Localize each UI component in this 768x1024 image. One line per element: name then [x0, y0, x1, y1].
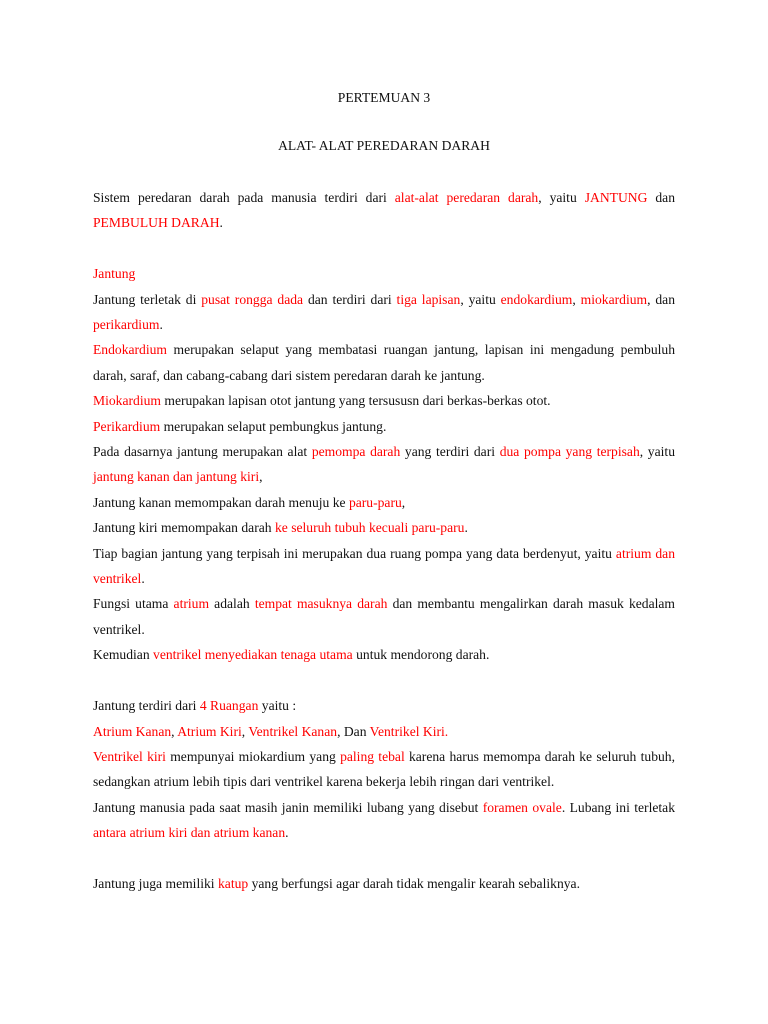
paragraph — [93, 642, 675, 667]
paragraph — [93, 185, 675, 236]
highlighted-term: miokardium — [580, 291, 648, 307]
text-run: . Lubang ini terletak — [561, 799, 676, 815]
paragraph — [93, 414, 675, 439]
highlighted-term: paru-paru — [348, 494, 402, 510]
highlighted-term: Ventrikel Kiri. — [369, 723, 449, 739]
document-title: ALAT- ALAT PEREDARAN DARAH — [278, 138, 490, 153]
paragraph — [93, 388, 675, 413]
highlighted-term: Ventrikel Kanan — [248, 723, 338, 739]
text-run: Tiap bagian jantung yang terpisah ini merupakan dua ruang pompa yang data berdenyut, yaitu — [93, 545, 616, 561]
paragraph — [93, 541, 675, 592]
text-run: , yaitu — [639, 444, 675, 460]
highlighted-term: Atrium Kanan — [93, 723, 172, 739]
highlighted-term: atrium dan ventrikel — [93, 545, 675, 587]
highlighted-term: pemompa darah — [311, 444, 401, 460]
text-run: Kemudian — [93, 647, 154, 663]
text-run: untuk mendorong darah. — [352, 647, 490, 663]
paragraph — [93, 287, 675, 338]
text-run: , — [241, 723, 249, 739]
highlighted-term: paling tebal — [340, 748, 405, 764]
paragraph — [93, 719, 675, 744]
text-run: . — [141, 571, 145, 587]
highlighted-term: Jantung — [93, 266, 136, 282]
highlighted-term: 4 Ruangan — [199, 698, 259, 714]
highlighted-term: dua pompa yang terpisah — [499, 444, 640, 460]
text-run: Jantung juga memiliki — [93, 875, 218, 891]
highlighted-term: ventrikel menyediakan tenaga utama — [153, 647, 353, 663]
text-run: yaitu : — [258, 698, 297, 714]
highlighted-term: foramen ovale — [482, 799, 562, 815]
text-run: yang berfungsi agar darah tidak mengalir kearah sebaliknya. — [248, 875, 580, 891]
highlighted-term: Ventrikel kiri — [93, 748, 166, 764]
text-run: , — [259, 469, 263, 485]
text-run: , — [572, 291, 581, 307]
highlighted-term: Atrium Kiri — [177, 723, 242, 739]
highlighted-term: endokardium — [500, 291, 573, 307]
paragraph — [93, 261, 675, 286]
text-run: . — [159, 317, 163, 333]
text-run: Sistem peredaran darah pada manusia terdiri dari — [93, 190, 395, 205]
text-run: karena harus memompa darah ke seluruh tubuh, sedangkan atrium lebih tipis dari ventrikel karena bekerja lebih ringan dari ventrikel. — [93, 748, 675, 790]
text-run: Pada dasarnya jantung merupakan alat — [93, 444, 312, 460]
paragraph — [93, 490, 675, 515]
text-run: , yaitu — [538, 190, 585, 205]
text-run: Jantung manusia pada saat masih janin memiliki lubang yang disebut — [93, 799, 483, 815]
text-run: , — [401, 494, 406, 510]
paragraph — [93, 693, 675, 718]
text-run: Fungsi utama — [93, 596, 174, 612]
text-run: dan membantu mengalirkan darah masuk kedalam ventrikel. — [93, 596, 675, 637]
paragraph-spacer — [93, 668, 675, 693]
text-run: Jantung terdiri dari — [93, 698, 200, 714]
text-run: , dan — [647, 291, 676, 307]
paragraph — [93, 871, 675, 896]
highlighted-term: antara atrium kiri dan atrium kanan — [93, 825, 286, 841]
highlighted-term: Perikardium — [93, 418, 161, 434]
highlighted-term: katup — [217, 875, 249, 891]
paragraph — [93, 439, 675, 490]
highlighted-term: Miokardium — [93, 393, 161, 409]
page-heading: PERTEMUAN 3 — [337, 90, 431, 105]
highlighted-term: PEMBULUH DARAH — [93, 215, 220, 231]
text-run: , Dan — [337, 723, 370, 739]
paragraph — [93, 795, 675, 846]
paragraph — [93, 591, 675, 642]
text-run: , yaitu — [460, 291, 501, 307]
text-run: . — [285, 825, 289, 841]
highlighted-term: pusat rongga dada — [201, 291, 304, 307]
text-run: adalah — [209, 596, 255, 612]
text-run: mempunyai miokardium yang — [165, 748, 341, 764]
text-run: . — [464, 520, 468, 536]
paragraph-spacer — [93, 846, 675, 871]
highlighted-term: jantung kanan dan jantung kiri — [93, 469, 260, 485]
highlighted-term: Endokardium — [93, 342, 167, 358]
document-body — [93, 185, 675, 896]
paragraph-spacer — [93, 236, 675, 261]
text-run: . — [219, 215, 223, 231]
paragraph — [93, 744, 675, 795]
highlighted-term: perikardium — [93, 317, 160, 333]
highlighted-term: atrium — [173, 596, 210, 612]
text-run: merupakan selaput pembungkus jantung. — [160, 418, 387, 434]
highlighted-term: tiga lapisan — [396, 291, 461, 307]
text-run: , — [171, 723, 178, 739]
text-run: dan terdiri dari — [303, 291, 397, 307]
paragraph — [93, 515, 675, 540]
highlighted-term: JANTUNG — [584, 190, 648, 205]
paragraph — [93, 337, 675, 388]
text-run: Jantung terletak di — [93, 291, 202, 307]
text-run: merupakan lapisan otot jantung yang tersususn dari berkas-berkas otot. — [160, 393, 551, 409]
highlighted-term: ke seluruh tubuh kecuali paru-paru — [274, 520, 465, 536]
highlighted-term: alat-alat peredaran darah — [394, 190, 539, 205]
text-run: dan — [647, 190, 675, 205]
highlighted-term: tempat masuknya darah — [254, 596, 388, 612]
text-run: yang terdiri dari — [400, 444, 500, 460]
text-run: Jantung kiri memompakan darah — [93, 520, 275, 536]
text-run: merupakan selaput yang membatasi ruangan jantung, lapisan ini mengadung pembuluh darah, saraf, dan cabang-cabang dari sistem peredaran darah ke jantung. — [93, 342, 675, 383]
text-run: Jantung kanan memompakan darah menuju ke — [93, 494, 349, 510]
